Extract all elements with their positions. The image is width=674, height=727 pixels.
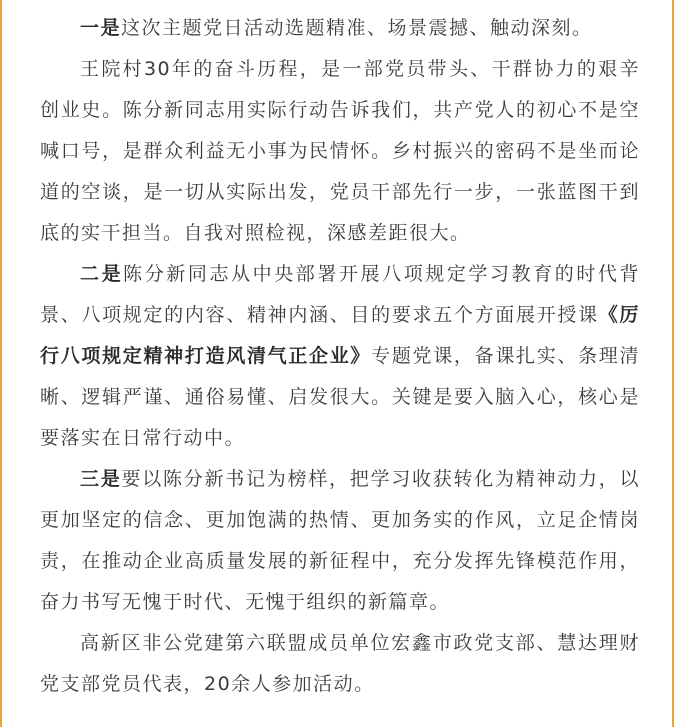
paragraph-2-text: 王院村30年的奋斗历程，是一部党员带头、干群协力的艰辛创业史。陈分新同志用实际行动告诉我们，共产党人的初心不是空喊口号，是群众利益无小事为民情怀。乡村振兴的密码不是坐而论道的空谈，是一切从实际出发，党员干部先行一步，一张蓝图干到底的实干担当。自我对照检视，深感差距很大。 bbox=[40, 58, 640, 244]
paragraph-5 bbox=[40, 623, 640, 705]
paragraph-3-text-before: 陈分新同志从中央部署开展八项规定学习教育的时代背景、八项规定的内容、精神内涵、目的要求五个方面展开授课 bbox=[40, 263, 640, 326]
paragraph-3-book-title: 《厉行八项规定精神打造风清气正企业》 bbox=[40, 304, 640, 367]
paragraph-1-lead: 一是 bbox=[80, 17, 122, 39]
article-body bbox=[40, 8, 640, 705]
paragraph-4-lead: 三是 bbox=[80, 468, 122, 490]
paragraph-3-text-after: 专题党课，备课扎实、条理清晰、逻辑严谨、通俗易懂、启发很大。关键是要入脑入心，核心是要落实在日常行动中。 bbox=[40, 345, 640, 449]
left-border bbox=[0, 0, 2, 727]
paragraph-3-lead: 二是 bbox=[80, 263, 124, 285]
paragraph-3 bbox=[40, 254, 640, 459]
paragraph-4-text: 要以陈分新书记为榜样，把学习收获转化为精神动力，以更加坚定的信念、更加饱满的热情、更加务实的作风，立足企情岗责，在推动企业高质量发展的新征程中，充分发挥先锋模范作用，奋力书写无愧于时代、无愧于组织的新篇章。 bbox=[40, 468, 640, 613]
paragraph-4 bbox=[40, 459, 640, 623]
paragraph-2 bbox=[40, 49, 640, 254]
paragraph-1 bbox=[40, 8, 640, 49]
paragraph-5-text: 高新区非公党建第六联盟成员单位宏鑫市政党支部、慧达理财党支部党员代表，20余人参加活动。 bbox=[40, 632, 640, 695]
paragraph-1-text: 这次主题党日活动选题精准、场景震撼、触动深刻。 bbox=[121, 17, 593, 39]
